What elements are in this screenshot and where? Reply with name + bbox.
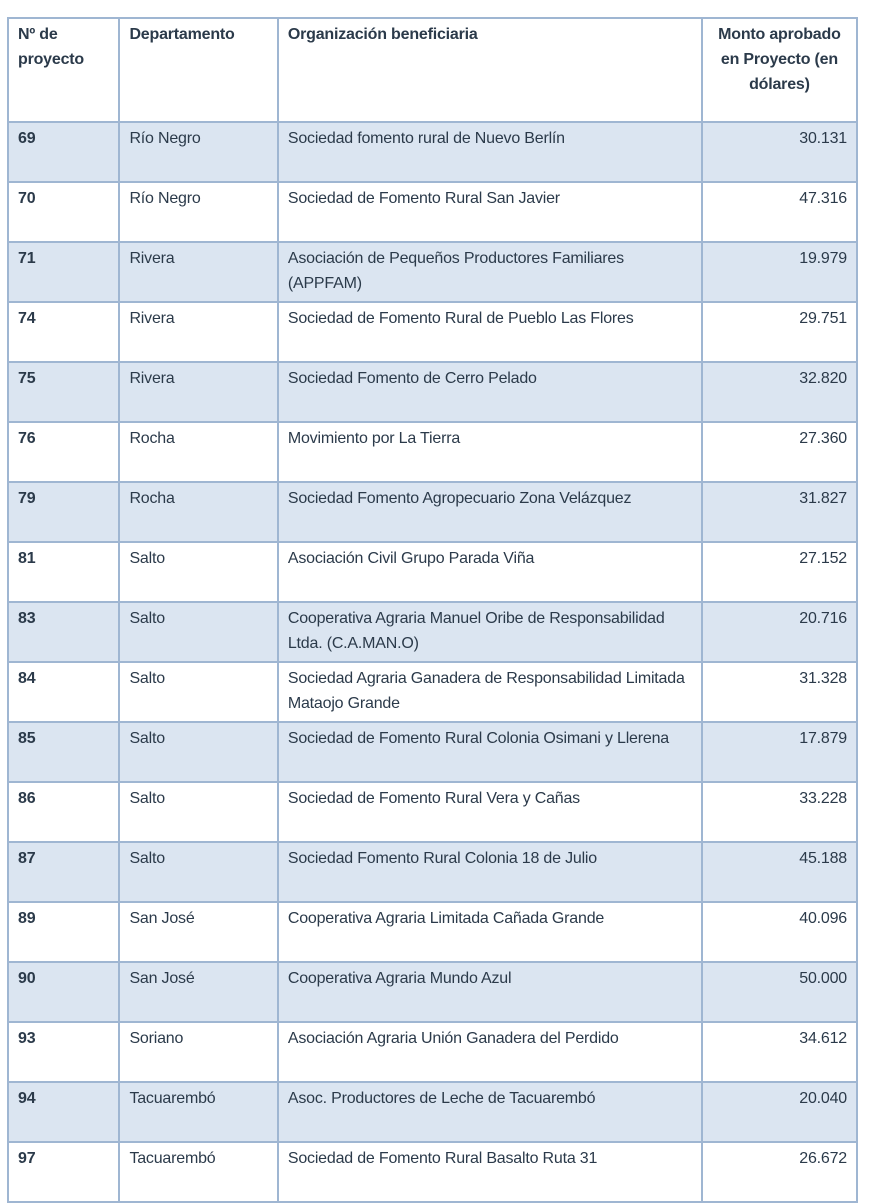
- project-number-cell: 83: [8, 602, 119, 662]
- table-row: [8, 602, 857, 662]
- department-cell: Salto: [119, 722, 277, 782]
- department-cell: Salto: [119, 842, 277, 902]
- table-row: [8, 1142, 857, 1202]
- header-project: Nº de proyecto: [8, 18, 119, 122]
- projects-table: [7, 17, 858, 1203]
- amount-cell: 30.131: [702, 122, 857, 182]
- project-number-cell: 89: [8, 902, 119, 962]
- organization-cell: Movimiento por La Tierra: [278, 422, 702, 482]
- project-number-cell: 81: [8, 542, 119, 602]
- organization-cell: Cooperativa Agraria Mundo Azul: [278, 962, 702, 1022]
- department-cell: San José: [119, 902, 277, 962]
- organization-cell: Sociedad fomento rural de Nuevo Berlín: [278, 122, 702, 182]
- organization-cell: Cooperativa Agraria Manuel Oribe de Responsabilidad Ltda. (C.A.MAN.O): [278, 602, 702, 662]
- department-cell: Salto: [119, 782, 277, 842]
- organization-cell: Sociedad Fomento de Cerro Pelado: [278, 362, 702, 422]
- project-number-cell: 87: [8, 842, 119, 902]
- department-cell: Rivera: [119, 302, 277, 362]
- header-organization: Organización beneficiaria: [278, 18, 702, 122]
- amount-cell: 27.152: [702, 542, 857, 602]
- table-row: [8, 662, 857, 722]
- project-number-cell: 97: [8, 1142, 119, 1202]
- table-row: [8, 242, 857, 302]
- project-number-cell: 84: [8, 662, 119, 722]
- project-number-cell: 94: [8, 1082, 119, 1142]
- table-row: [8, 182, 857, 242]
- amount-cell: 29.751: [702, 302, 857, 362]
- amount-cell: 31.827: [702, 482, 857, 542]
- amount-cell: 47.316: [702, 182, 857, 242]
- organization-cell: Sociedad Fomento Agropecuario Zona Velázquez: [278, 482, 702, 542]
- department-cell: Tacuarembó: [119, 1082, 277, 1142]
- project-number-cell: 90: [8, 962, 119, 1022]
- table-row: [8, 422, 857, 482]
- department-cell: Río Negro: [119, 122, 277, 182]
- amount-cell: 20.716: [702, 602, 857, 662]
- department-cell: Soriano: [119, 1022, 277, 1082]
- project-number-cell: 71: [8, 242, 119, 302]
- project-number-cell: 85: [8, 722, 119, 782]
- department-cell: Río Negro: [119, 182, 277, 242]
- header-amount: Monto aprobado en Proyecto (en dólares): [702, 18, 857, 122]
- department-cell: Salto: [119, 662, 277, 722]
- amount-cell: 33.228: [702, 782, 857, 842]
- table-row: [8, 782, 857, 842]
- table-row: [8, 842, 857, 902]
- table-row: [8, 902, 857, 962]
- department-cell: Rivera: [119, 362, 277, 422]
- table-row: [8, 122, 857, 182]
- table-row: [8, 482, 857, 542]
- project-number-cell: 79: [8, 482, 119, 542]
- project-number-cell: 76: [8, 422, 119, 482]
- table-row: [8, 1082, 857, 1142]
- organization-cell: Cooperativa Agraria Limitada Cañada Grande: [278, 902, 702, 962]
- amount-cell: 32.820: [702, 362, 857, 422]
- project-number-cell: 86: [8, 782, 119, 842]
- table-row: [8, 1022, 857, 1082]
- amount-cell: 45.188: [702, 842, 857, 902]
- amount-cell: 34.612: [702, 1022, 857, 1082]
- organization-cell: Sociedad de Fomento Rural San Javier: [278, 182, 702, 242]
- organization-cell: Sociedad de Fomento Rural de Pueblo Las Flores: [278, 302, 702, 362]
- amount-cell: 27.360: [702, 422, 857, 482]
- department-cell: Rivera: [119, 242, 277, 302]
- organization-cell: Asociación Agraria Unión Ganadera del Perdido: [278, 1022, 702, 1082]
- department-cell: Salto: [119, 602, 277, 662]
- organization-cell: Asociación de Pequeños Productores Familiares (APPFAM): [278, 242, 702, 302]
- organization-cell: Sociedad de Fomento Rural Vera y Cañas: [278, 782, 702, 842]
- amount-cell: 19.979: [702, 242, 857, 302]
- amount-cell: 20.040: [702, 1082, 857, 1142]
- department-cell: Rocha: [119, 482, 277, 542]
- department-cell: Tacuarembó: [119, 1142, 277, 1202]
- amount-cell: 50.000: [702, 962, 857, 1022]
- organization-cell: Asociación Civil Grupo Parada Viña: [278, 542, 702, 602]
- organization-cell: Sociedad Agraria Ganadera de Responsabilidad Limitada Mataojo Grande: [278, 662, 702, 722]
- amount-cell: 17.879: [702, 722, 857, 782]
- table-row: [8, 542, 857, 602]
- organization-cell: Asoc. Productores de Leche de Tacuarembó: [278, 1082, 702, 1142]
- department-cell: Rocha: [119, 422, 277, 482]
- project-number-cell: 93: [8, 1022, 119, 1082]
- amount-cell: 31.328: [702, 662, 857, 722]
- organization-cell: Sociedad Fomento Rural Colonia 18 de Julio: [278, 842, 702, 902]
- table-row: [8, 962, 857, 1022]
- project-number-cell: 70: [8, 182, 119, 242]
- project-number-cell: 69: [8, 122, 119, 182]
- table-row: [8, 722, 857, 782]
- project-number-cell: 75: [8, 362, 119, 422]
- project-number-cell: 74: [8, 302, 119, 362]
- amount-cell: 26.672: [702, 1142, 857, 1202]
- header-department: Departamento: [119, 18, 277, 122]
- organization-cell: Sociedad de Fomento Rural Basalto Ruta 31: [278, 1142, 702, 1202]
- department-cell: Salto: [119, 542, 277, 602]
- organization-cell: Sociedad de Fomento Rural Colonia Osimani y Llerena: [278, 722, 702, 782]
- amount-cell: 40.096: [702, 902, 857, 962]
- table-row: [8, 362, 857, 422]
- table-row: [8, 302, 857, 362]
- header-row: [8, 18, 857, 122]
- department-cell: San José: [119, 962, 277, 1022]
